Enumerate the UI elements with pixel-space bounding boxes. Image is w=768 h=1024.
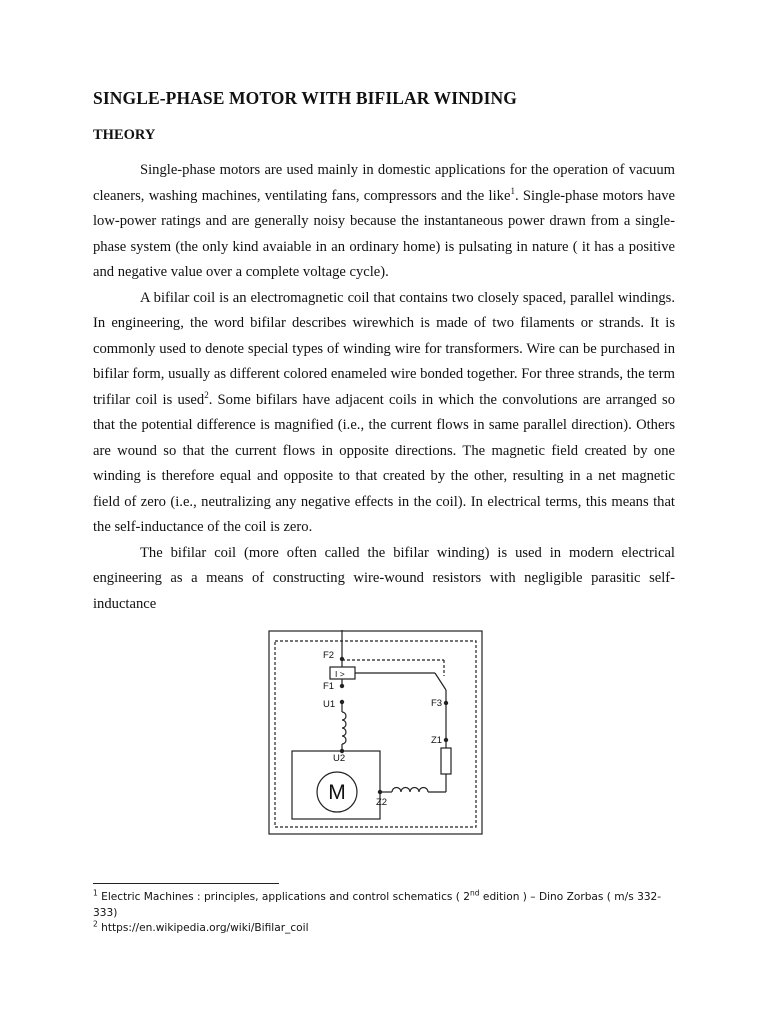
terminal-f1 xyxy=(340,684,344,688)
footnote-1-text-b: edition ) – Dino Zorbas ( m/s 332-333) xyxy=(93,891,662,919)
label-z1: Z1 xyxy=(431,735,443,746)
resistor-z1 xyxy=(441,748,451,774)
label-z2: Z2 xyxy=(376,797,388,808)
paragraph-1 xyxy=(93,158,675,286)
body-text xyxy=(93,158,675,617)
terminal-z1 xyxy=(444,738,448,742)
paragraph-1-text-a: Single-phase motors are used mainly in domestic applications for the operation of vacuum cleaners, washing machines, ventilating fans, compressors and the like xyxy=(93,162,675,204)
paragraph-2-text-b: . Some bifilars have adjacent coils in which the convolutions are arranged so that the potential difference is magnified (i.e., the current flows in same parallel direction). Others are wound so that the current flows in opposite directions. The magnetic field created by one winding is therefore equal and opposite to that created by the other, resulting in a net magnetic field of zero (i.e., neutralizing any negative effects in the coil). In electrical terms, this means that the self-inductance of the coil is zero. xyxy=(93,391,676,535)
footnote-2 xyxy=(93,921,668,937)
footnote-ref-2: 2 xyxy=(204,389,209,400)
label-f2: F2 xyxy=(323,650,335,661)
paragraph-2 xyxy=(93,286,675,541)
terminal-f2 xyxy=(340,657,344,661)
circuit-diagram-svg xyxy=(268,630,484,836)
terminal-u1 xyxy=(340,700,344,704)
section-heading-theory: THEORY xyxy=(93,127,156,143)
footnote-1 xyxy=(93,890,668,921)
footnote-1-marker: 1 xyxy=(93,888,98,898)
footnote-1-text-a: Electric Machines : principles, applications and control schematics ( 2 xyxy=(101,891,471,903)
label-f1: F1 xyxy=(323,681,335,692)
document-title: SINGLE-PHASE MOTOR WITH BIFILAR WINDING xyxy=(93,88,517,108)
label-relay: I > xyxy=(335,669,345,679)
footnote-2-link[interactable]: https://en.wikipedia.org/wiki/Bifilar_coil xyxy=(101,922,309,934)
terminal-z2 xyxy=(378,790,382,794)
main-winding-coil xyxy=(342,712,346,744)
footnote-1-sup: nd xyxy=(470,888,480,898)
auxiliary-winding-coil xyxy=(392,788,428,793)
label-f3: F3 xyxy=(431,698,443,709)
paragraph-3: The bifilar coil (more often called the bifilar winding) is used in modern electrical engineering as a means of constructing wire-wound resistors with negligible parasitic self-inductance xyxy=(93,544,675,612)
label-u2: U2 xyxy=(333,753,346,764)
label-u1: U1 xyxy=(323,699,336,710)
paragraph-1-text-b: . Single-phase motors have low-power ratings and are generally noisy because the instantaneous power drawn from a single-phase system (the only kind avaiable in an ordinary home) is pulsating in nature ( it has a positive and negative value over a complete voltage cycle). xyxy=(93,187,675,280)
terminal-f3 xyxy=(444,701,448,705)
paragraph-2-text-a: A bifilar coil is an electromagnetic coil that contains two closely spaced, parallel windings. In engineering, the word bifilar describes wirewhich is made of two filaments or strands. It is commonly used to denote special types of winding wire for transformers. Wire can be purchased in bifilar form, usually as different colored enameled wire bonded together. For three strands, the term trifilar coil is used xyxy=(93,289,675,408)
label-motor: M xyxy=(328,781,346,804)
footnote-separator xyxy=(93,883,279,884)
circuit-diagram xyxy=(268,630,484,836)
footnotes xyxy=(93,890,668,937)
footnote-ref-1: 1 xyxy=(510,185,515,196)
footnote-2-marker: 2 xyxy=(93,919,98,929)
